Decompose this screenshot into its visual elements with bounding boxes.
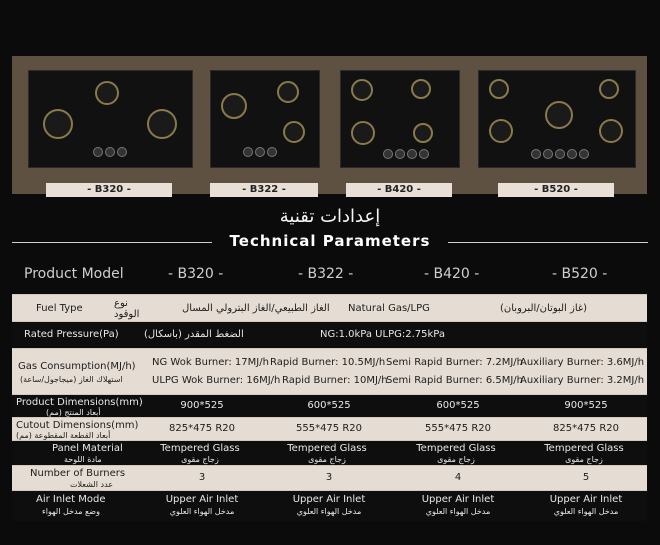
- knob-icon: [543, 149, 553, 159]
- product-dim-b520: 900*525: [564, 400, 608, 411]
- table-header-row: [0, 266, 660, 282]
- fuel-type-english: Natural Gas/LPG: [348, 303, 430, 314]
- gas-ng-semi-rapid: Semi Rapid Burner: 7.2MJ/h: [386, 357, 524, 368]
- row-product-dimensions: [12, 394, 647, 417]
- burners-label: Number of Burners: [30, 468, 126, 479]
- knob-icon: [567, 149, 577, 159]
- cutout-arabic: أبعاد القطعة المقطوعة (مم): [16, 431, 111, 440]
- section-title-english: Technical Parameters: [229, 232, 431, 250]
- product-dim-arabic: أبعاد المنتج (مم): [46, 408, 101, 417]
- header-b520: - B520 -: [552, 266, 608, 282]
- product-dim-b420: 600*525: [436, 400, 480, 411]
- burner-icon: [351, 121, 375, 145]
- gas-ng-auxiliary: Auxiliary Burner: 3.6MJ/h: [520, 357, 645, 368]
- burners-arabic: عدد الشعلات: [70, 480, 114, 489]
- burners-b320: 3: [198, 472, 206, 483]
- cutout-b420: 555*475 R20: [424, 423, 492, 434]
- hob-image-b520: [478, 70, 636, 168]
- panel-sub-b520: زجاج مقوى: [565, 455, 603, 464]
- fuel-type-label: Fuel Type: [36, 303, 83, 314]
- hob-image-b420: [340, 70, 460, 168]
- panel-b420: Tempered Glass: [416, 443, 496, 454]
- row-number-of-burners: [12, 465, 647, 490]
- panel-b320: Tempered Glass: [160, 443, 240, 454]
- row-panel-material: [12, 440, 647, 465]
- air-sub-b322: مدخل الهواء العلوي: [296, 507, 362, 516]
- rated-pressure-arabic: الضغط المقدر (باسكال): [144, 329, 244, 340]
- air-b420: Upper Air Inlet: [421, 494, 495, 505]
- burner-icon: [221, 93, 247, 119]
- burner-icon: [283, 121, 305, 143]
- product-dim-label: Product Dimensions(mm): [16, 397, 143, 408]
- fuel-type-arabic-2: (غاز البوتان/البروبان): [500, 303, 588, 314]
- knob-icon: [93, 147, 103, 157]
- air-arabic: وضع مدخل الهواء: [42, 507, 100, 516]
- burner-icon: [413, 123, 433, 143]
- product-dim-b322: 600*525: [307, 400, 351, 411]
- knob-icon: [105, 147, 115, 157]
- row-cutout-dimensions: [12, 417, 647, 440]
- header-b420: - B420 -: [424, 266, 480, 282]
- knob-icon: [419, 149, 429, 159]
- fuel-type-arabic: الغاز الطبيعي/الغاز البترولي المسال: [182, 303, 330, 314]
- cutout-label: Cutout Dimensions(mm): [16, 420, 139, 431]
- cutout-b520: 825*475 R20: [552, 423, 620, 434]
- air-b322: Upper Air Inlet: [292, 494, 366, 505]
- rated-pressure-value: NG:1.0kPa ULPG:2.75kPa: [320, 329, 445, 340]
- rated-pressure-label: Rated Pressure(Pa): [24, 329, 119, 340]
- knob-icon: [407, 149, 417, 159]
- knob-icon: [579, 149, 589, 159]
- air-b520: Upper Air Inlet: [549, 494, 623, 505]
- header-product-model: Product Model: [24, 266, 124, 282]
- knob-icon: [267, 147, 277, 157]
- burners-b520: 5: [582, 472, 590, 483]
- panel-sub-b322: زجاج مقوى: [308, 455, 346, 464]
- gas-ulpg-auxiliary: Auxiliary Burner: 3.2MJ/h: [520, 375, 645, 386]
- air-b320: Upper Air Inlet: [165, 494, 239, 505]
- section-title-arabic: إعدادات تقنية: [279, 206, 381, 227]
- gas-ulpg-semi-rapid: Semi Rapid Burner: 6.5MJ/h: [386, 375, 524, 386]
- header-b320: - B320 -: [168, 266, 224, 282]
- hob-image-b322: [210, 70, 320, 168]
- air-sub-b420: مدخل الهواء العلوي: [425, 507, 491, 516]
- knob-icon: [383, 149, 393, 159]
- burner-icon: [277, 81, 299, 103]
- panel-sub-b320: زجاج مقوى: [181, 455, 219, 464]
- panel-sub-b420: زجاج مقوى: [437, 455, 475, 464]
- gas-ulpg-rapid: Rapid Burner: 10MJ/h: [282, 375, 388, 386]
- fuel-type-label-ar: نوع الوقود: [114, 298, 140, 320]
- product-hero-band: [12, 56, 647, 194]
- gas-consumption-arabic: استهلاك الغاز (ميجاجول/ساعة): [20, 375, 123, 384]
- knob-icon: [117, 147, 127, 157]
- burner-icon: [599, 119, 623, 143]
- burner-icon: [545, 101, 573, 129]
- product-dim-b320: 900*525: [180, 400, 224, 411]
- air-sub-b520: مدخل الهواء العلوي: [553, 507, 619, 516]
- air-label: Air Inlet Mode: [36, 494, 106, 505]
- panel-b520: Tempered Glass: [544, 443, 624, 454]
- knob-icon: [395, 149, 405, 159]
- burners-b322: 3: [325, 472, 333, 483]
- header-b322: - B322 -: [298, 266, 354, 282]
- gas-ulpg-wok: ULPG Wok Burner: 16MJ/h: [152, 375, 281, 386]
- product-tag-b420: - B420 -: [346, 183, 452, 197]
- cutout-b322: 555*475 R20: [295, 423, 363, 434]
- row-fuel-type: [12, 294, 647, 321]
- knob-icon: [243, 147, 253, 157]
- product-tag-b322: - B322 -: [210, 183, 318, 197]
- gas-ng-wok: NG Wok Burner: 17MJ/h: [152, 357, 269, 368]
- burners-b420: 4: [454, 472, 462, 483]
- panel-arabic: مادة اللوحة: [64, 455, 102, 464]
- technical-parameters-table: [12, 294, 647, 521]
- product-tag-b520: - B520 -: [498, 183, 614, 197]
- knob-icon: [255, 147, 265, 157]
- burner-icon: [599, 79, 619, 99]
- knob-icon: [531, 149, 541, 159]
- burner-icon: [411, 79, 431, 99]
- gas-ng-rapid: Rapid Burner: 10.5MJ/h: [270, 357, 386, 368]
- burner-icon: [489, 79, 509, 99]
- product-tag-b320: - B320 -: [46, 183, 172, 197]
- knob-icon: [555, 149, 565, 159]
- row-air-inlet-mode: [12, 490, 647, 521]
- panel-b322: Tempered Glass: [287, 443, 367, 454]
- air-sub-b320: مدخل الهواء العلوي: [169, 507, 235, 516]
- row-gas-consumption: [12, 348, 647, 394]
- burner-icon: [95, 81, 119, 105]
- cutout-b320: 825*475 R20: [168, 423, 236, 434]
- panel-label: Panel Material: [52, 443, 123, 454]
- burner-icon: [43, 109, 73, 139]
- hob-image-b320: [28, 70, 193, 168]
- gas-consumption-label: Gas Consumption(MJ/h): [18, 361, 136, 372]
- burner-icon: [489, 119, 513, 143]
- burner-icon: [351, 79, 373, 101]
- row-rated-pressure: [12, 321, 647, 348]
- burner-icon: [147, 109, 177, 139]
